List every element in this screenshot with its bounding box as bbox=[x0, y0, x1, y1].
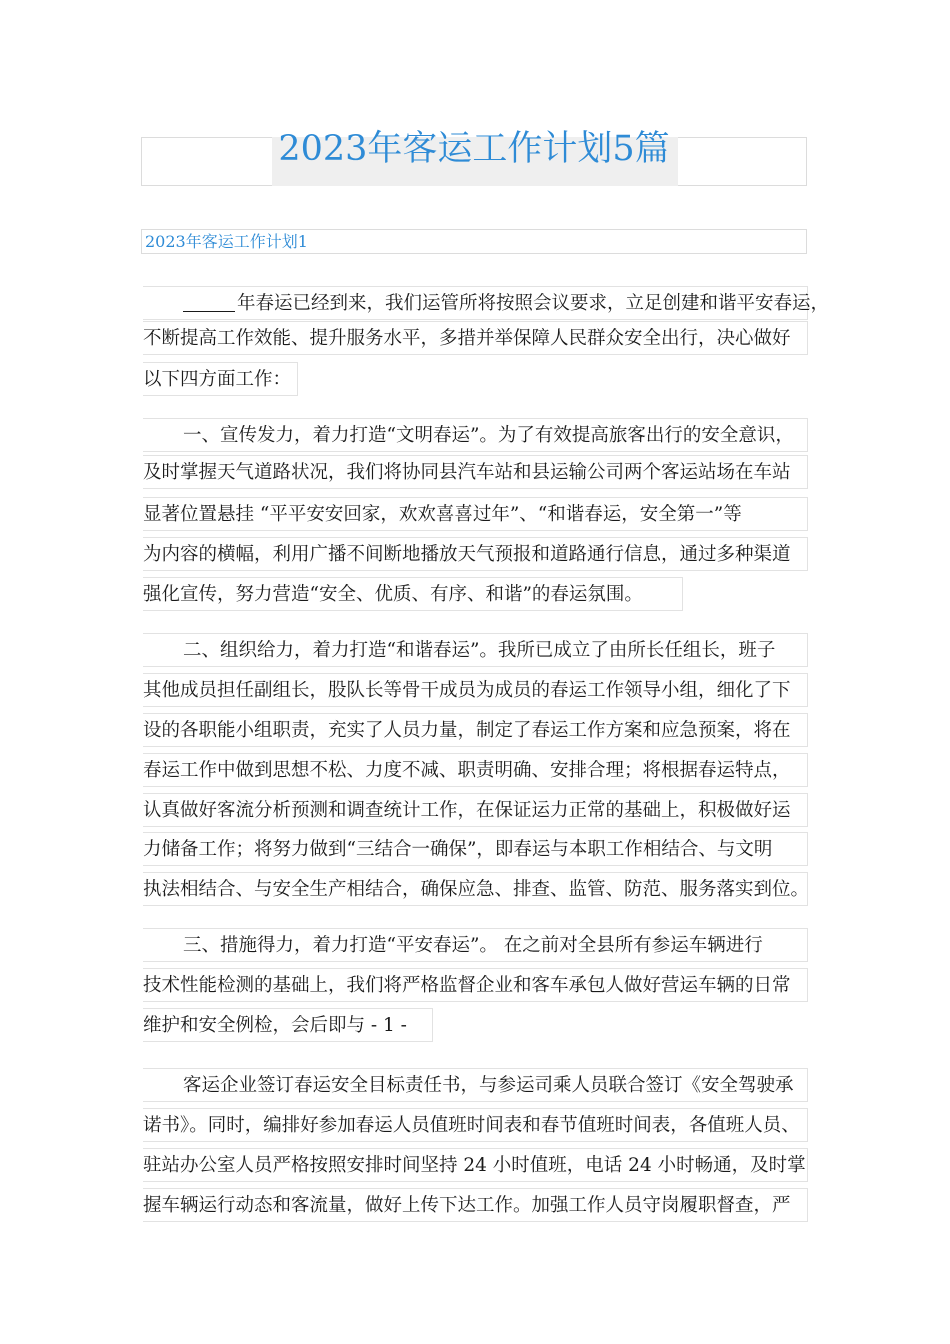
paragraph-line: 客运企业签订春运安全目标责任书，与参运司乘人员联合签订《安全驾驶承 bbox=[143, 1068, 808, 1102]
paragraph-line: 认真做好客流分析预测和调查统计工作，在保证运力正常的基础上，积极做好运 bbox=[143, 793, 808, 827]
paragraph-line: 二、组织给力，着力打造“和谐春运”。我所已成立了由所长任组长，班子 bbox=[143, 633, 808, 667]
paragraph-line: 维护和安全例检，会后即与 - 1 - bbox=[143, 1008, 433, 1042]
paragraph-line: 强化宣传，努力营造“安全、优质、有序、和谐”的春运氛围。 bbox=[143, 577, 683, 611]
paragraph-line: 执法相结合、与安全生产相结合，确保应急、排查、监管、防范、服务落实到位。 bbox=[143, 872, 808, 906]
paragraph-line: 其他成员担任副组长，股队长等骨干成员为成员的春运工作领导小组，细化了下 bbox=[143, 673, 808, 707]
paragraph-line: 为内容的横幅，利用广播不间断地播放天气预报和道路通行信息，通过多种渠道 bbox=[143, 537, 808, 571]
paragraph-line: 技术性能检测的基础上，我们将严格监督企业和客车承包人做好营运车辆的日常 bbox=[143, 968, 808, 1002]
paragraph-line bbox=[143, 286, 830, 320]
paragraph-line: 三、措施得力，着力打造“平安春运”。 在之前对全县所有参运车辆进行 bbox=[143, 928, 808, 962]
paragraph-line: 春运工作中做到思想不松、力度不减、职责明确、安排合理；将根据春运特点， bbox=[143, 753, 808, 787]
paragraph-line: 不断提高工作效能、提升服务水平，多措并举保障人民群众安全出行，决心做好 bbox=[143, 321, 808, 355]
paragraph-line: 一、宣传发力，着力打造“文明春运”。为了有效提高旅客出行的安全意识， bbox=[143, 418, 808, 452]
paragraph-line: 设的各职能小组职责，充实了人员力量，制定了春运工作方案和应急预案，将在 bbox=[143, 713, 808, 747]
line-text: 年春运已经到来，我们运管所将按照会议要求，立足创建和谐平安春运， bbox=[237, 293, 830, 314]
paragraph-line: 以下四方面工作： bbox=[143, 362, 298, 396]
paragraph-line: 诺书》。同时，编排好参加春运人员值班时间表和春节值班时间表，各值班人员、 bbox=[143, 1108, 808, 1142]
document-title: 2023年客运工作计划5篇 bbox=[278, 129, 670, 169]
paragraph-line: 握车辆运行动态和客流量，做好上传下达工作。加强工作人员守岗履职督查，严 bbox=[143, 1188, 808, 1222]
paragraph-line: 力储备工作；将努力做到“三结合一确保”，即春运与本职工作相结合、与文明 bbox=[143, 832, 808, 866]
section-heading: 2023年客运工作计划1 bbox=[141, 229, 807, 254]
paragraph-line: 及时掌握天气道路状况，我们将协同县汽车站和县运输公司两个客运站场在车站 bbox=[143, 455, 808, 489]
paragraph-line: 驻站办公室人员严格按照安排时间坚持 24 小时值班，电话 24 小时畅通，及时掌 bbox=[143, 1148, 808, 1182]
paragraph-line: 显著位置悬挂 “平平安安回家，欢欢喜喜过年”、“和谐春运，安全第一”等 bbox=[143, 497, 808, 531]
blank-underline bbox=[183, 287, 235, 312]
